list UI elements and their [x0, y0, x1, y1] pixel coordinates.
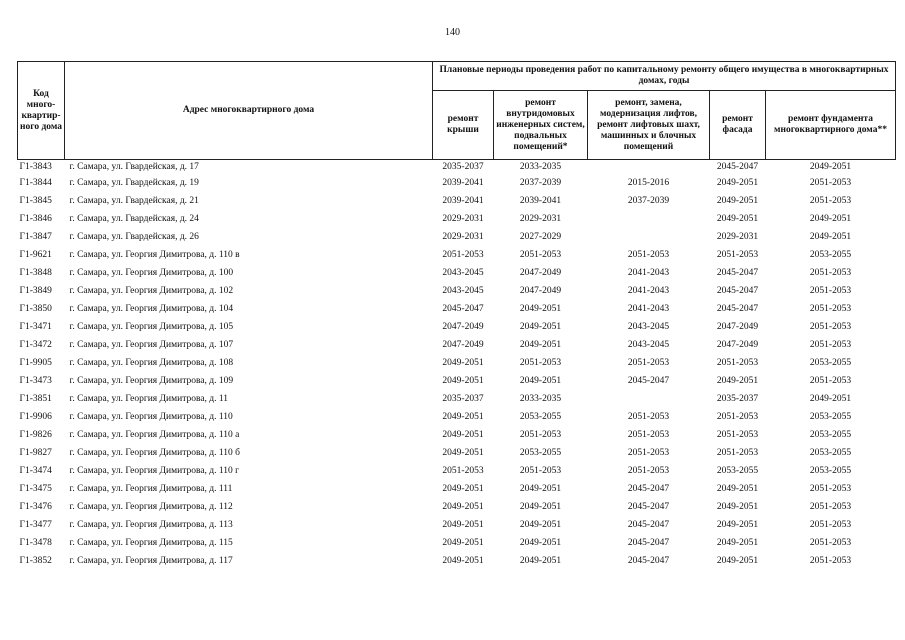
cell-systems: 2039-2041: [519, 196, 562, 206]
cell-code: Г1-9905: [19, 358, 52, 368]
cell-address: г. Самара, ул. Гвардейская, д. 24: [69, 214, 199, 224]
cell-systems: 2029-2031: [519, 214, 562, 224]
cell-elevators: 2045-2047: [627, 520, 670, 530]
cell-foundation: 2049-2051: [809, 162, 852, 172]
cell-code: Г1-3471: [19, 322, 52, 332]
cell-systems: 2037-2039: [519, 178, 562, 188]
cell-code: Г1-3849: [19, 286, 52, 296]
page-number: 140: [445, 27, 460, 38]
header-periods: Плановые периоды проведения работ по капитальному ремонту общего имущества в многоквартирных домах, годы: [433, 62, 896, 91]
table-row: [18, 246, 896, 264]
cell-foundation: 2051-2053: [809, 196, 852, 206]
cell-address: г. Самара, ул. Георгия Димитрова, д. 110 б: [69, 448, 240, 458]
cell-code: Г1-3844: [19, 178, 52, 188]
table-row: [18, 372, 896, 390]
cell-code: Г1-9906: [19, 412, 52, 422]
cell-foundation: 2053-2055: [809, 448, 852, 458]
cell-roof: 2049-2051: [442, 412, 484, 422]
cell-elevators: 2051-2053: [627, 250, 670, 260]
cell-roof: 2029-2031: [442, 232, 484, 242]
cell-address: г. Самара, ул. Георгия Димитрова, д. 102: [69, 286, 234, 296]
cell-roof: 2047-2049: [442, 340, 484, 350]
cell-elevators: 2041-2043: [627, 304, 670, 314]
cell-address: г. Самара, ул. Георгия Димитрова, д. 109: [69, 376, 234, 386]
cell-foundation: 2053-2055: [809, 412, 852, 422]
cell-facade: 2049-2051: [716, 196, 759, 206]
cell-code: Г1-3851: [19, 394, 52, 404]
cell-foundation: 2051-2053: [809, 178, 852, 188]
table-row: [18, 336, 896, 354]
cell-systems: 2049-2051: [519, 538, 562, 548]
cell-systems: 2033-2035: [519, 162, 562, 172]
table-row: [18, 192, 896, 210]
cell-address: г. Самара, ул. Георгия Димитрова, д. 107: [69, 340, 234, 350]
cell-systems: 2033-2035: [519, 394, 562, 404]
cell-elevators: 2015-2016: [627, 178, 670, 188]
table-row: [18, 408, 896, 426]
table-body: [18, 160, 896, 571]
cell-elevators: 2045-2047: [627, 556, 670, 566]
table-row: [18, 498, 896, 516]
cell-roof: 2039-2041: [442, 178, 484, 188]
cell-foundation: 2051-2053: [809, 502, 852, 512]
cell-facade: 2049-2051: [716, 178, 759, 188]
cell-facade: 2049-2051: [716, 484, 759, 494]
cell-elevators: 2043-2045: [627, 322, 670, 332]
cell-systems: 2051-2053: [519, 358, 562, 368]
cell-systems: 2047-2049: [519, 286, 562, 296]
table-row: [18, 462, 896, 480]
cell-facade: 2049-2051: [716, 214, 759, 224]
cell-code: Г1-3476: [19, 502, 52, 512]
header-roof: ремонт крыши: [433, 91, 494, 160]
cell-code: Г1-3474: [19, 466, 52, 476]
cell-code: Г1-3845: [19, 196, 52, 206]
cell-facade: 2051-2053: [716, 358, 759, 368]
table-row: [18, 444, 896, 462]
cell-address: г. Самара, ул. Георгия Димитрова, д. 108: [69, 358, 234, 368]
cell-facade: 2029-2031: [716, 232, 759, 242]
cell-foundation: 2051-2053: [809, 322, 852, 332]
cell-address: г. Самара, ул. Георгия Димитрова, д. 113: [69, 520, 233, 530]
cell-roof: 2049-2051: [442, 376, 484, 386]
cell-facade: 2045-2047: [716, 286, 759, 296]
cell-facade: 2045-2047: [716, 268, 759, 278]
header-elevators: ремонт, замена, модернизация лифтов, ремонт лифтовых шахт, машинных и блочных помещений: [588, 91, 710, 160]
cell-facade: 2045-2047: [716, 304, 759, 314]
cell-facade: 2035-2037: [716, 394, 759, 404]
cell-roof: 2049-2051: [442, 538, 484, 548]
cell-foundation: 2049-2051: [809, 214, 852, 224]
cell-systems: 2049-2051: [519, 340, 562, 350]
header-address: Адрес многоквартирного дома: [65, 62, 433, 160]
cell-foundation: 2051-2053: [809, 304, 852, 314]
cell-systems: 2051-2053: [519, 250, 562, 260]
table-row: [18, 390, 896, 408]
table-row: [18, 318, 896, 336]
cell-systems: 2049-2051: [519, 502, 562, 512]
cell-code: Г1-3852: [19, 556, 52, 566]
cell-code: Г1-3850: [19, 304, 52, 314]
cell-address: г. Самара, ул. Гвардейская, д. 26: [69, 232, 199, 242]
cell-roof: 2051-2053: [442, 466, 484, 476]
cell-roof: 2049-2051: [442, 430, 484, 440]
cell-elevators: 2051-2053: [627, 466, 670, 476]
cell-systems: 2027-2029: [519, 232, 562, 242]
cell-facade: 2051-2053: [716, 250, 759, 260]
cell-code: Г1-9621: [19, 250, 52, 260]
cell-address: г. Самара, ул. Георгия Димитрова, д. 112: [69, 502, 233, 512]
cell-foundation: 2051-2053: [809, 484, 852, 494]
table-row: [18, 534, 896, 552]
cell-address: г. Самара, ул. Георгия Димитрова, д. 110: [69, 412, 233, 422]
cell-roof: 2047-2049: [442, 322, 484, 332]
cell-elevators: 2045-2047: [627, 484, 670, 494]
cell-code: Г1-3477: [19, 520, 52, 530]
cell-address: г. Самара, ул. Георгия Димитрова, д. 104: [69, 304, 234, 314]
cell-foundation: 2053-2055: [809, 466, 852, 476]
header-code: Код много-квартир-ного дома: [18, 62, 65, 160]
cell-roof: 2049-2051: [442, 556, 484, 566]
cell-facade: 2051-2053: [716, 430, 759, 440]
cell-systems: 2051-2053: [519, 430, 562, 440]
cell-address: г. Самара, ул. Георгия Димитрова, д. 110 в: [69, 250, 240, 260]
cell-foundation: 2051-2053: [809, 268, 852, 278]
cell-roof: 2043-2045: [442, 268, 484, 278]
cell-roof: 2035-2037: [442, 162, 484, 172]
cell-systems: 2049-2051: [519, 376, 562, 386]
cell-roof: 2049-2051: [442, 502, 484, 512]
cell-elevators: 2037-2039: [627, 196, 670, 206]
cell-systems: 2047-2049: [519, 268, 562, 278]
cell-roof: 2049-2051: [442, 484, 484, 494]
cell-facade: 2049-2051: [716, 556, 759, 566]
table-header: [18, 62, 896, 160]
cell-roof: 2039-2041: [442, 196, 484, 206]
cell-facade: 2049-2051: [716, 538, 759, 548]
cell-elevators: 2051-2053: [627, 448, 670, 458]
cell-code: Г1-3475: [19, 484, 52, 494]
cell-facade: 2049-2051: [716, 520, 759, 530]
capital-repair-table: [17, 61, 896, 570]
cell-code: Г1-3846: [19, 214, 52, 224]
table-row: [18, 264, 896, 282]
cell-systems: 2049-2051: [519, 556, 562, 566]
cell-systems: 2053-2055: [519, 448, 562, 458]
cell-elevators: [588, 160, 710, 175]
cell-roof: 2051-2053: [442, 250, 484, 260]
cell-address: г. Самара, ул. Георгия Димитрова, д. 100: [69, 268, 234, 278]
cell-systems: 2053-2055: [519, 412, 562, 422]
cell-foundation: 2051-2053: [809, 538, 852, 548]
cell-foundation: 2049-2051: [809, 394, 852, 404]
cell-address: г. Самара, ул. Гвардейская, д. 17: [69, 162, 199, 172]
cell-code: Г1-9826: [19, 430, 52, 440]
cell-foundation: 2051-2053: [809, 520, 852, 530]
cell-foundation: 2051-2053: [809, 340, 852, 350]
cell-facade: 2047-2049: [716, 340, 759, 350]
cell-code: Г1-3848: [19, 268, 52, 278]
table-row: [18, 174, 896, 192]
cell-roof: 2043-2045: [442, 286, 484, 296]
cell-foundation: 2053-2055: [809, 358, 852, 368]
table-row: [18, 552, 896, 570]
cell-foundation: 2051-2053: [809, 286, 852, 296]
table-row: [18, 426, 896, 444]
cell-systems: 2049-2051: [519, 304, 562, 314]
cell-address: г. Самара, ул. Георгия Димитрова, д. 11: [69, 394, 229, 404]
cell-foundation: 2049-2051: [809, 232, 852, 242]
cell-facade: 2047-2049: [716, 322, 759, 332]
table-row: [18, 480, 896, 498]
cell-elevators: 2045-2047: [627, 376, 670, 386]
table-row: [18, 160, 896, 175]
cell-address: г. Самара, ул. Георгия Димитрова, д. 115: [69, 538, 233, 548]
cell-roof: 2049-2051: [442, 358, 484, 368]
cell-facade: 2053-2055: [716, 466, 759, 476]
cell-code: Г1-3472: [19, 340, 52, 350]
cell-elevators: 2051-2053: [627, 430, 670, 440]
cell-systems: 2049-2051: [519, 520, 562, 530]
table-row: [18, 354, 896, 372]
cell-address: г. Самара, ул. Гвардейская, д. 21: [69, 196, 199, 206]
cell-systems: 2049-2051: [519, 322, 562, 332]
cell-address: г. Самара, ул. Георгия Димитрова, д. 110 г: [69, 466, 240, 476]
cell-code: Г1-3843: [19, 162, 52, 172]
cell-address: г. Самара, ул. Гвардейская, д. 19: [69, 178, 199, 188]
cell-code: Г1-9827: [19, 448, 52, 458]
cell-facade: 2051-2053: [716, 448, 759, 458]
table-row: [18, 300, 896, 318]
cell-elevators: 2043-2045: [627, 340, 670, 350]
cell-roof: 2049-2051: [442, 520, 484, 530]
cell-roof: 2045-2047: [442, 304, 484, 314]
cell-address: г. Самара, ул. Георгия Димитрова, д. 117: [69, 556, 233, 566]
cell-elevators: 2045-2047: [627, 538, 670, 548]
cell-elevators: [588, 228, 710, 246]
cell-roof: 2049-2051: [442, 448, 484, 458]
header-systems: ремонт внутридомовых инженерных систем, подвальных помещений*: [494, 91, 588, 160]
table-row: [18, 282, 896, 300]
cell-code: Г1-3473: [19, 376, 52, 386]
cell-elevators: 2041-2043: [627, 286, 670, 296]
cell-roof: 2035-2037: [442, 394, 484, 404]
cell-elevators: 2051-2053: [627, 412, 670, 422]
cell-code: Г1-3847: [19, 232, 52, 242]
cell-foundation: 2051-2053: [809, 556, 852, 566]
table-row: [18, 228, 896, 246]
cell-foundation: 2051-2053: [809, 376, 852, 386]
cell-address: г. Самара, ул. Георгия Димитрова, д. 105: [69, 322, 234, 332]
cell-foundation: 2053-2055: [809, 430, 852, 440]
cell-elevators: 2051-2053: [627, 358, 670, 368]
cell-facade: 2049-2051: [716, 502, 759, 512]
cell-elevators: [588, 210, 710, 228]
cell-elevators: 2041-2043: [627, 268, 670, 278]
cell-address: г. Самара, ул. Георгия Димитрова, д. 111: [69, 484, 233, 494]
cell-facade: 2049-2051: [716, 376, 759, 386]
cell-facade: 2045-2047: [716, 162, 759, 172]
cell-facade: 2051-2053: [716, 412, 759, 422]
cell-elevators: 2045-2047: [627, 502, 670, 512]
header-foundation: ремонт фундамента многоквартирного дома**: [766, 91, 896, 160]
cell-code: Г1-3478: [19, 538, 52, 548]
cell-elevators: [588, 390, 710, 408]
cell-systems: 2049-2051: [519, 484, 562, 494]
cell-foundation: 2053-2055: [809, 250, 852, 260]
table-row: [18, 210, 896, 228]
table-row: [18, 516, 896, 534]
header-facade: ремонт фасада: [710, 91, 766, 160]
cell-address: г. Самара, ул. Георгия Димитрова, д. 110 а: [69, 430, 240, 440]
cell-roof: 2029-2031: [442, 214, 484, 224]
cell-systems: 2051-2053: [519, 466, 562, 476]
